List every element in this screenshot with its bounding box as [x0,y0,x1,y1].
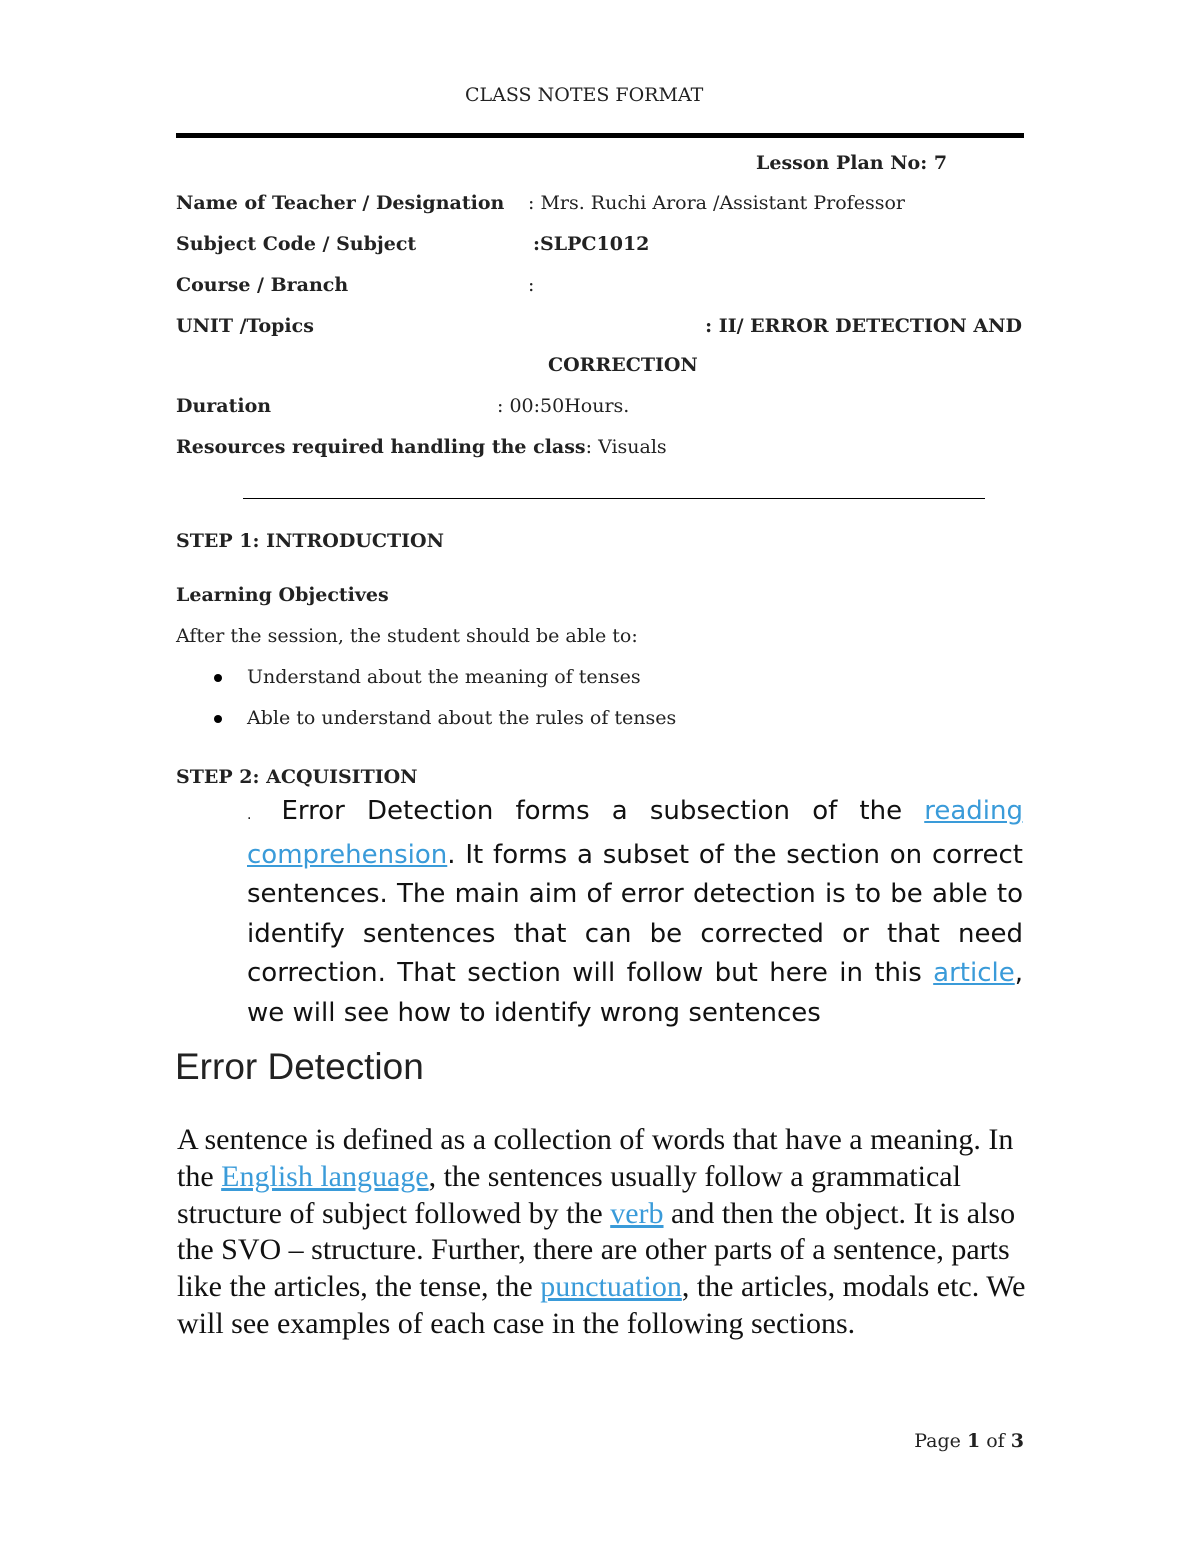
resources-value: : Visuals [585,436,667,458]
english-language-link[interactable]: English language [221,1159,429,1193]
bullet-dot-icon [214,674,222,682]
subject-label: Subject Code / Subject [176,233,417,255]
paragraph-marker: . [247,807,252,823]
objective-item: Able to understand about the rules of tenses [247,707,677,729]
acquisition-paragraph [247,792,1023,1034]
unit-value-line2: CORRECTION [548,354,698,376]
paragraph-text: . It forms a subset of the section on correct sentences. The main aim of error detection is to be able to identify sentences that can be corrected or that need correction. That section will follow but here in this [247,839,1023,989]
step2-heading: STEP 2: ACQUISITION [176,766,418,788]
objectives-intro: After the session, the student should be able to: [176,625,638,647]
error-detection-heading: Error Detection [175,1046,424,1087]
page-number: 1 [966,1430,981,1452]
teacher-value: : Mrs. Ruchi Arora /Assistant Professor [528,192,905,214]
paragraph-text: and then the object. It is also the SVO – structure. Further, there are other parts of a sentence, parts like the articles, the tense, the [177,1196,1016,1304]
resources-label: Resources required handling the class [176,436,586,458]
page-footer [914,1430,1024,1452]
paragraph-text: Error Detection forms a subsection of the [281,796,925,826]
section-divider [243,498,985,499]
reading-comprehension-link[interactable]: reading comprehension [247,796,1023,870]
course-label: Course / Branch [176,274,349,296]
teacher-label: Name of Teacher / Designation [176,192,505,214]
objectives-heading: Learning Objectives [176,584,389,606]
resources-line [176,436,667,458]
objective-item: Understand about the meaning of tenses [247,666,641,688]
page-total: 3 [1010,1430,1024,1452]
page-word: Page [914,1430,961,1452]
subject-value: :SLPC1012 [533,233,650,255]
unit-label: UNIT /Topics [176,315,314,337]
paragraph-text: , we will see how to identify wrong sentences [247,958,1023,1028]
unit-value-line1: : II/ ERROR DETECTION AND [705,315,1022,337]
verb-link[interactable]: verb [610,1196,664,1230]
error-detection-paragraph [177,1122,1037,1343]
title-rule [176,133,1024,138]
bullet-dot-icon [214,715,222,723]
duration-label: Duration [176,395,272,417]
paragraph-text: , the sentences usually follow a grammatical structure of subject followed by the [177,1159,961,1230]
article-link[interactable]: article [933,958,1015,989]
duration-value: : 00:50Hours. [497,395,630,417]
step1-heading: STEP 1: INTRODUCTION [176,530,444,552]
paragraph-text: , the articles, modals etc. We will see examples of each case in the following sections. [177,1270,1026,1340]
of-word: of [986,1430,1005,1452]
course-value: : [528,274,535,296]
lesson-plan-number: Lesson Plan No: 7 [756,152,948,174]
paragraph-text: A sentence is defined as a collection of words that have a meaning. In the [177,1123,1014,1193]
punctuation-link[interactable]: punctuation [540,1270,682,1304]
document-title: CLASS NOTES FORMAT [465,84,704,106]
